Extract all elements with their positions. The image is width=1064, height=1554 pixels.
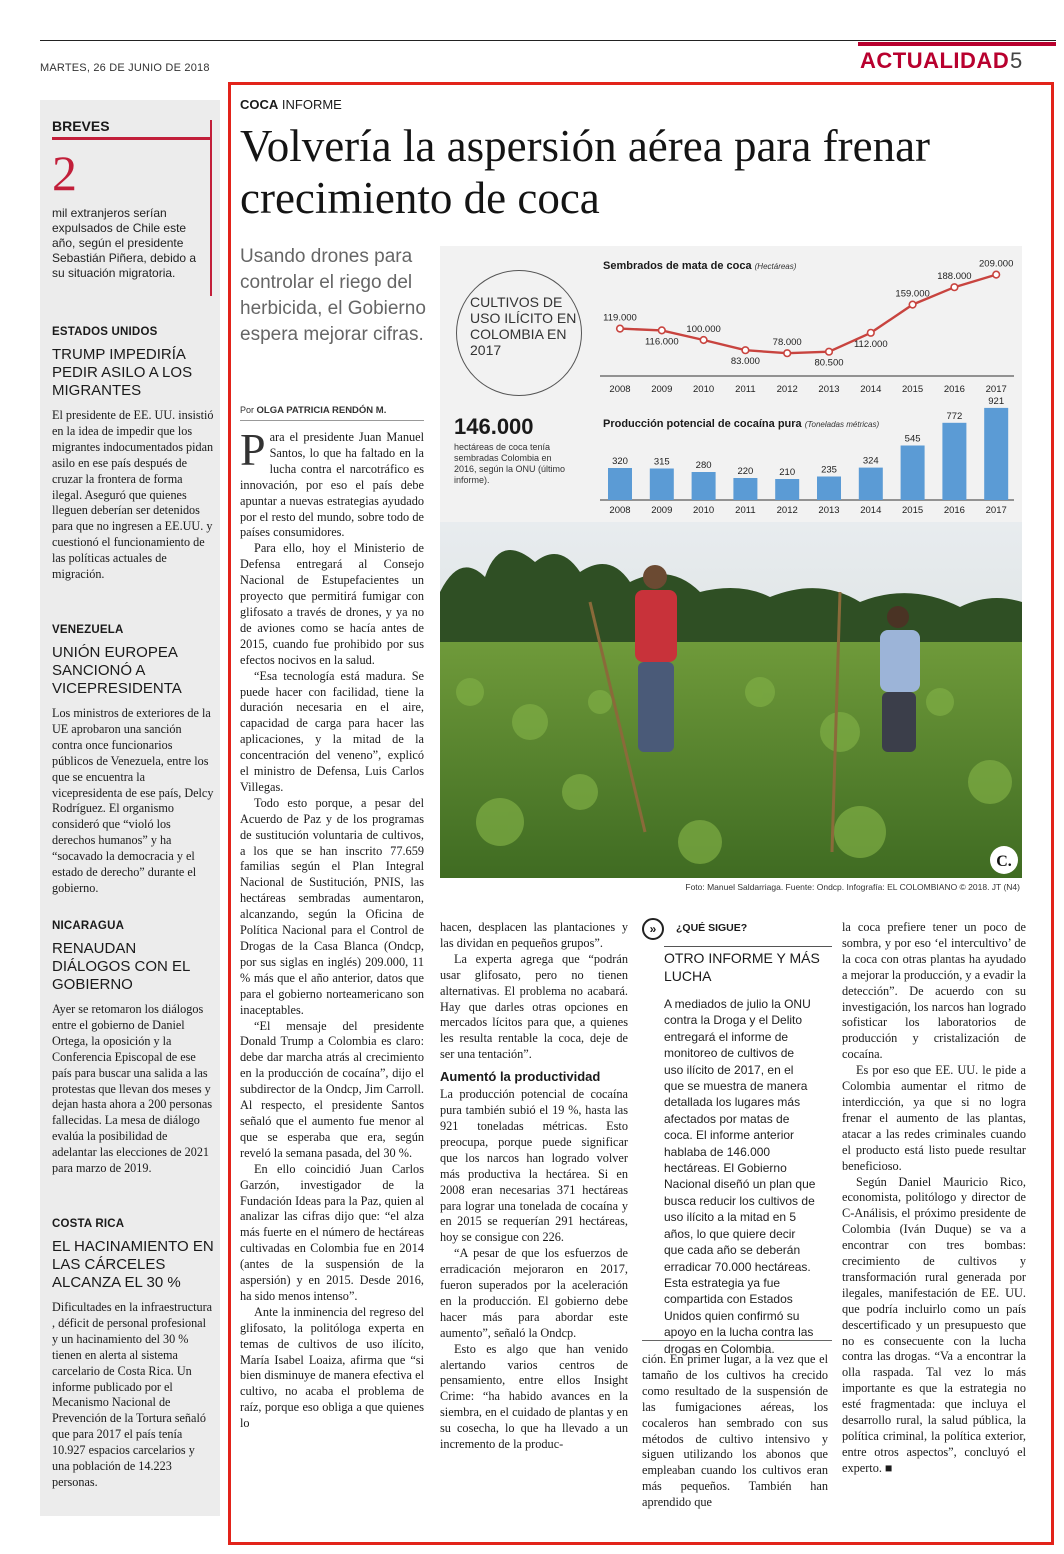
brief-headline: TRUMP IMPEDIRÍA PEDIR ASILO A LOS MIGRANTES — [52, 346, 193, 399]
double-chevron-icon: » — [642, 918, 664, 940]
line-point — [909, 301, 916, 308]
line-data-label: 83.000 — [730, 356, 760, 368]
bar-data-label: 315 — [653, 456, 670, 468]
bar — [775, 479, 799, 500]
byline-prefix: Por — [240, 405, 255, 415]
photo-credit: Foto: Manuel Saldarriaga. Fuente: Ondcp. Infografía: EL COLOMBIANO © 2018. JT (N4) — [685, 882, 1020, 892]
bar-data-label: 210 — [779, 467, 796, 478]
bar — [984, 408, 1008, 500]
article-title: Volvería la aspersión aérea para frenar crecimiento de coca — [240, 121, 931, 223]
line-data-label: 80.500 — [814, 357, 844, 369]
line-x-tick-label: 2017 — [985, 384, 1007, 395]
paragraph: Todo esto porque, a pesar del Acuerdo de Paz y de los programas de sustitución voluntaria de cultivos, a los que se han inscrito 77.659 familias según el Plan Integral Nacional de Sustitución, PNIS, las hectáreas sembradas aumentaron, alcanzando, según la Oficina de Política Nacional para el Control de Drogas de la Casa Blanca (Ondcp, por sus siglas en inglés) 209.000, 11 % más que el año anterior, datos que para el gobierno norteamericano son inaceptables. — [240, 795, 424, 1017]
circle-caption: CULTIVOS DE USO ILÍCITO EN COLOMBIA EN 2017 — [470, 294, 577, 358]
paragraph: Ante la inminencia del regreso del glifosato, la politóloga experta en temas de cultivos de uso ilícito, María Isabel Loaiza, afirma que “si bien disminuye de manera efectiva el cultivo, no acaba el problema de raíz, porque eso obliga a que quienes lo — [240, 1304, 424, 1431]
paragraph: Para ello, hoy el Ministerio de Defensa entregará al Consejo Nacional de Estupefacientes un proyecto que permitirá fumigar con glifosato a través de drones, y ya no de aviones como se hacía antes de 2015, cuando fue prohibido por sus efectos nocivos en la salud. — [240, 541, 424, 667]
paragraph: la coca prefiere tener un poco de sombra, y por eso ‘el intercultivo’ de la coca con otras plantas ha ayudado a mejorar la producción, y a evadir la detección”. De acuerdo con su investigación, los narcos han logrado sofisticar los laboratorios de producción y cristalización de cocaína. — [842, 920, 1026, 1062]
bar-x-tick-label: 2009 — [651, 505, 673, 516]
line-data-label: 209.000 — [979, 258, 1014, 270]
bar-data-label: 220 — [737, 466, 754, 477]
sidebar-big-number: 2 — [52, 145, 77, 201]
brief-kicker: COSTA RICA — [52, 1218, 125, 1230]
line-x-tick-label: 2009 — [651, 384, 673, 395]
brief-headline: RENAUDAN DIÁLOGOS CON EL GOBIERNO — [52, 940, 190, 993]
bar — [942, 423, 966, 500]
brief-text: Ayer se retomaron los diálogos entre el gobierno de Daniel Ortega, la oposición y la Conferencia Episcopal de ese país para buscar una salida a las protestas que llevan dos meses y dejan hasta ahora a 200 personas fallecidas. La mesa de diálogo evalúa la posibilidad de adelantar las elecciones de 2021 para marzo de 2019. — [52, 1002, 213, 1176]
paragraph: La experta agrega que “podrán usar glifosato, pero no tienen alternativas. El problema no acabará. Hay que darles otras opciones en mercados lícitos para que, a quienes les resulta rentable la coca, deje de ser una tentación”. — [440, 951, 628, 1062]
bar-data-label: 921 — [988, 395, 1005, 407]
line-point — [617, 325, 624, 332]
brief-kicker: VENEZUELA — [52, 624, 124, 636]
line-x-tick-label: 2016 — [943, 384, 965, 395]
paragraph: ción. En primer lugar, a la vez que el tamaño de los cultivos ha crecido como resultado de la suspensión de las fumigaciones aéreas, los cocaleros han sembrado con sus métodos de cultivo intensivo y siguen utilizando los abonos que empleaban cuando los cultivos eran más pequeños. También han aprendido que — [642, 1352, 828, 1510]
paragraph: “Esa tecnología está madura. Se puede hacer con facilidad, tiene la duración necesaria en el aire, capacidad de carga para hacer las aplicaciones, y la mitad de la concentración del veneno”, explicó el ministro de Defensa, Luis Carlos Villegas. — [240, 668, 424, 794]
line-data-label: 78.000 — [772, 337, 802, 349]
line-point — [826, 348, 833, 355]
line-data-label: 112.000 — [853, 338, 888, 350]
line-chart-unit: (Hectáreas) — [754, 262, 797, 271]
line-chart-title-text: Sembrados de mata de coca — [603, 260, 752, 272]
bar-data-label: 235 — [821, 464, 837, 476]
bar — [859, 468, 883, 500]
coca-field-illustration — [440, 522, 1022, 878]
hectares-note: hectáreas de coca tenía sembradas Colombia en 2016, según la ONU (último informe). — [454, 442, 566, 485]
line-data-label: 159.000 — [895, 288, 930, 300]
bar-x-tick-label: 2016 — [943, 505, 965, 516]
sidebar-vertical-rule — [210, 120, 212, 296]
issue-date: MARTES, 26 DE JUNIO DE 2018 — [40, 62, 210, 74]
line-x-tick-label: 2015 — [902, 384, 924, 395]
line-x-tick-label: 2010 — [693, 384, 715, 395]
paragraph: Para el presidente Juan Manuel Santos, lo que ha faltado en la lucha contra el narcotráfico es innovación, por eso el país debe apuntar a nuevas estrategias ayudado por el resto del mundo, sobre todo de países consumidores. — [240, 424, 424, 540]
brief-item — [52, 326, 214, 583]
bar — [817, 477, 841, 501]
logo-text: C. — [996, 853, 1012, 870]
sidebar-rule — [52, 137, 212, 140]
article-kicker — [240, 97, 342, 112]
breves-sidebar — [40, 100, 220, 1516]
brief-text: Dificultades en la infraestructura , déficit de personal profesional y un hacinamiento del 30 % tienen en alerta al sistema carcelario de Costa Rica. Un informe publicado por el Mecanismo Nacional de Prevención de la Tortura señaló que para 2017 el país tenía 10.927 espacios carcelarios y una población de 14.223 personas. — [52, 1300, 213, 1489]
line-point — [742, 347, 749, 354]
charts-svg — [440, 246, 1022, 522]
bar-data-label: 772 — [946, 410, 963, 422]
byline — [240, 405, 386, 416]
brief-kicker: NICARAGUA — [52, 920, 125, 932]
bar-chart-unit: (Toneladas métricas) — [804, 420, 880, 429]
bar — [608, 468, 632, 500]
hectares-figure: 146.000 — [454, 414, 534, 439]
line-x-tick-label: 2008 — [609, 384, 631, 395]
bar-chart-title-text: Producción potencial de cocaína pura — [603, 418, 802, 430]
paragraph: En ello coincidió Juan Carlos Garzón, investigador de la Fundación Ideas para la Paz, quien al analizar las cifras dijo que: “el alza más fuerte en el número de hectáreas cultivadas en Colombia fue en 2014 (antes de la suspensión de la aspersión) y en 2015. Desde 2016, ha sido menos intenso”. — [240, 1161, 424, 1303]
bar-data-label: 324 — [862, 455, 879, 467]
line-x-tick-label: 2012 — [776, 384, 798, 395]
paragraph: Esto es algo que han venido alertando varios centros de pensamiento, entre ellos Insight Crime: “ha habido avances en la siembra, en el cuidado de plantas y en su cosecha, lo que ha llevado a un incremento de la produc- — [440, 1341, 628, 1452]
bar-x-tick-label: 2011 — [735, 505, 756, 516]
infographic — [440, 246, 1022, 892]
bar-x-tick-label: 2010 — [693, 505, 715, 516]
line-point — [784, 350, 791, 357]
article-column-2 — [440, 920, 628, 1453]
que-sigue-kicker: ¿QUÉ SIGUE? — [676, 922, 748, 934]
bar-x-tick-label: 2015 — [902, 505, 924, 516]
line-point — [659, 327, 666, 334]
paragraph: Es por eso que EE. UU. le pide a Colombia aumentar el ritmo de interdicción, ya que si no logra frenar el aumento de las plantas, atacar a las redes criminales cuando el producto está listo puede resultar beneficioso. — [842, 1063, 1026, 1173]
article-subtitle: Usando drones para controlar el riego del herbicida, el Gobierno espera mejorar cifras. — [240, 246, 426, 345]
bar — [692, 472, 716, 500]
line-data-label: 116.000 — [644, 336, 679, 348]
article-subhead: Aumentó la productividad — [440, 1069, 601, 1085]
paragraph: “El mensaje del presidente Donald Trump a Colombia es claro: debe dar marcha atrás al crecimiento en la producción de cocaína”, dijo el subdirector de la Ondcp, Jim Carroll. Al respecto, el presidente Santos señaló que el aumento fue menor al que se esperaba que era, según reveló la semana pasada, del 30 %. — [240, 1018, 424, 1160]
brief-text: Los ministros de exteriores de la UE aprobaron una sanción contra once funcionarios públicos de Venezuela, entre los que se encuentra la vicepresidenta de ese país, Delcy Rodríguez. El organismo consideró que “violó los derechos humanos” y ha “socavado la democracia y el estado de derecho” durante el gobierno. — [52, 706, 214, 895]
brief-item — [52, 920, 214, 1177]
sidebar-lead: mil extranjeros serían expulsados de Chile este año, según el presidente Sebastián Piñera, debido a su situación migratoria. — [52, 206, 197, 280]
page-number: 5 — [1010, 48, 1023, 73]
paragraph: “A pesar de que los esfuerzos de erradicación mejoraron en 2017, fueron superados por la aceleración en la producción. El gobierno debe hacer más para abordar este aumento”, señaló la Ondcp. — [440, 1246, 628, 1340]
coca-field — [440, 642, 1022, 878]
line-data-label: 119.000 — [603, 312, 637, 324]
top-rule — [40, 40, 1056, 41]
brief-text: El presidente de EE. UU. insistió en la idea de impedir que los migrantes indocumentados pidan asilo en ese país después de cruzar la frontera de forma ilegal. Aseguró que quienes lleguen deberían ser detenidos para que no ingresen a EE.UU. y cuestionó el funcionamiento de las políticas actuales de migración. — [52, 408, 214, 582]
section-name: ACTUALIDAD — [860, 48, 1010, 73]
line-point — [993, 271, 1000, 278]
line-x-tick-label: 2011 — [735, 384, 756, 395]
article-kicker-type: INFORME — [281, 97, 342, 112]
article-column-1 — [240, 424, 424, 1432]
bar-x-tick-label: 2008 — [609, 505, 631, 516]
article-column-3 — [642, 1352, 828, 1511]
brief-item — [52, 624, 214, 897]
line-x-tick-label: 2014 — [860, 384, 882, 395]
coca-field-photo — [440, 522, 1022, 878]
brief-headline: UNIÓN EUROPEA SANCIONÓ A VICEPRESIDENTA — [52, 644, 182, 697]
bar-x-tick-label: 2014 — [860, 505, 882, 516]
line-data-label: 100.000 — [686, 324, 721, 335]
paragraph: La producción potencial de cocaína pura también subió el 19 %, hasta las 921 toneladas métricas. Esto preocupa, porque puede significar que los narcos han logrado volver más productiva la hectárea. Si en 2008 eran necesarias 371 hectáreas para lograr una tonelada de cocaína y en 2015 se requerían 291 hectáreas, hoy se consigue con 226. — [440, 1087, 628, 1245]
brief-item — [52, 1218, 214, 1491]
que-sigue-rule — [664, 946, 832, 947]
brief-kicker: ESTADOS UNIDOS — [52, 326, 158, 338]
bar-x-tick-label: 2012 — [776, 505, 798, 516]
bar-data-label: 280 — [695, 460, 712, 471]
paragraph: hacen, desplacen las plantaciones y las dividan en pequeños grupos”. — [440, 920, 628, 950]
line-data-label: 188.000 — [937, 271, 972, 283]
brief-headline: EL HACINAMIENTO EN LAS CÁRCELES ALCANZA EL 30 % — [52, 1238, 214, 1291]
article-kicker-topic: COCA — [240, 97, 279, 112]
que-sigue-end-rule — [642, 1340, 832, 1341]
sidebar-heading: BREVES — [52, 118, 110, 134]
byline-rule — [240, 420, 424, 421]
bar-data-label: 545 — [904, 433, 921, 445]
bar-data-label: 320 — [612, 456, 628, 467]
line-point — [700, 337, 707, 344]
paragraph: Según Daniel Mauricio Rico, economista, politólogo y director de C-Análisis, el próximo presidente de Colombia (Iván Duque) se va a encontrar con tres bombas: crecimiento de cultivos y transformación rural generada por ilegales, manifestación de EE. UU. que podría incluirlo como un país descertificado y un presupuesto que no es consecuente con la lucha contra las drogas. “Va a encontrar la olla raspada. Tal vez lo más importante es que la estrategia no esté fragmentada: que incluya el desarrollo rural, la salud pública, la política criminal, la política exterior, entre otros aspectos”, concluyó el experto. ■ — [842, 1174, 1026, 1475]
byline-author: OLGA PATRICIA RENDÓN M. — [256, 405, 387, 416]
article-column-4 — [842, 920, 1026, 1477]
bar-x-tick-label: 2017 — [985, 505, 1007, 516]
que-sigue-body: A mediados de julio la ONU contra la Droga y el Delito entregará el informe de monitoreo de cultivos de uso ilícito de 2017, en el que se muestra de manera detallada los lugares más afectados por matas de coca. El informe anterior hablaba de 146.000 hectáreas. El Gobierno Nacional diseñó un plan que busca reducir los cultivos de uso ilícito a la mitad en 5 años, lo que quiere decir que cada año se deberán erradicar 70.000 hectáreas. Esta estrategia ya fue compartida con Estados Unidos quien confirmó su apoyo en la lucha contra las drogas en Colombia. — [664, 997, 816, 1356]
que-sigue-headline: OTRO INFORME Y MÁS LUCHA — [664, 950, 820, 984]
line-x-tick-label: 2013 — [818, 384, 840, 395]
line-point — [951, 284, 958, 291]
bar — [901, 446, 925, 501]
bar — [650, 469, 674, 501]
bar-x-tick-label: 2013 — [818, 505, 840, 516]
line-point — [868, 330, 875, 337]
bar — [733, 478, 757, 500]
